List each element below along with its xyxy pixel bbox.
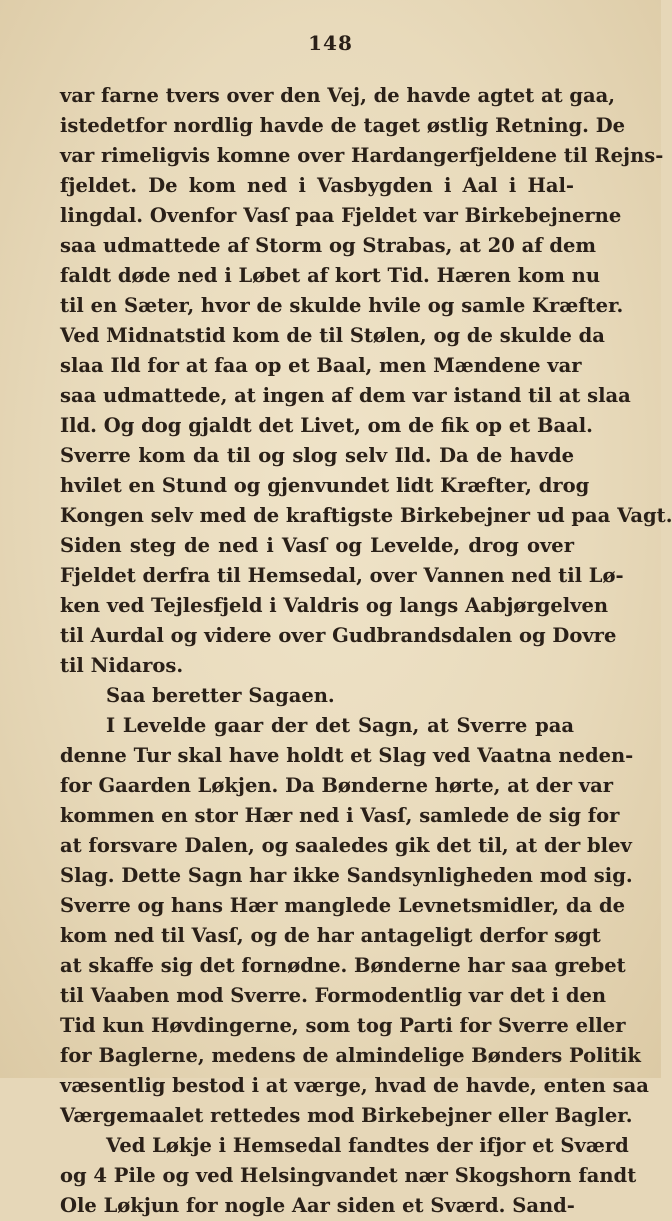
text-line: denne Tur skal have holdt et Slag ved Vaatna neden- <box>60 744 634 767</box>
text-line: Fjeldet derfra til Hemsedal, over Vannen ned til Lø- <box>60 564 624 587</box>
text-line: til en Sæter, hvor de skulde hvile og samle Kræfter. <box>60 294 624 317</box>
text-line: for Baglerne, medens de almindelige Bønders Politik <box>60 1044 641 1067</box>
text-line: til Nidaros. <box>60 654 184 677</box>
text-line: at forsvare Dalen, og saaledes gik det til, at der blev <box>60 834 632 857</box>
text-line: Tid kun Høvdingerne, som tog Parti for Sverre eller <box>60 1014 626 1037</box>
text-line: til Vaaben mod Sverre. Formodentlig var det i den <box>60 984 607 1007</box>
text-line: lingdal. Ovenfor Vasſ paa Fjeldet var Birkebejnerne <box>60 204 622 227</box>
text-line: at skaffe sig det fornødne. Bønderne har saa grebet <box>60 954 626 977</box>
text-line: ken ved Tejlesfjeld i Valdris og langs Aabjørgelven <box>60 594 609 617</box>
text-line: istedetfor nordlig havde de taget østlig Retning. De <box>60 114 626 137</box>
text-line: Ild. Og dog gjaldt det Livet, om de fik op et Baal. <box>60 414 593 437</box>
text-line: Sverre og hans Hær manglede Levnetsmidler, da de <box>60 894 626 917</box>
page-number: 148 <box>308 31 353 55</box>
text-line: Kongen selv med de kraftigste Birkebejner ud paa Vagt. <box>60 504 672 527</box>
text-line: kom ned til Vasſ, og de har antageligt derfor søgt <box>60 924 601 947</box>
text-line: Slag. Dette Sagn har ikke Sandsynligheden mod sig. <box>60 864 633 887</box>
text-line: var rimeligvis komne over Hardangerfjeldene til Rejns- <box>60 144 664 167</box>
body-text <box>60 81 672 1221</box>
text-line: saa udmattede, at ingen af dem var istand til at slaa <box>60 384 631 407</box>
text-line: og 4 Pile og ved Helsingvandet nær Skogshorn fandt <box>60 1164 637 1187</box>
text-line: Saa beretter Sagaen. <box>106 684 335 707</box>
text-line: Værgemaalet rettedes mod Birkebejner eller Bagler. <box>60 1104 633 1127</box>
text-line: saa udmattede af Storm og Strabas, at 20 af dem <box>60 234 597 257</box>
text-line: Ved Midnatstid kom de til Stølen, og de skulde da <box>60 324 605 347</box>
text-line: Sverre kom da til og slog selv Ild. Da de havde <box>60 444 574 467</box>
text-line: slaa Ild for at faa op et Baal, men Mændene var <box>60 354 582 377</box>
text-line: I Levelde gaar der det Sagn, at Sverre paa <box>106 714 574 737</box>
text-line: væsentlig bestod i at værge, hvad de havde, enten saa <box>60 1074 649 1097</box>
text-line: kommen en stor Hær ned i Vasſ, samlede de sig for <box>60 804 620 827</box>
text-line: faldt døde ned i Løbet af kort Tid. Hæren kom nu <box>60 264 601 287</box>
text-line: hvilet en Stund og gjenvundet lidt Kræfter, drog <box>60 474 590 497</box>
text-line: var farne tvers over den Vej, de havde agtet at gaa, <box>60 84 616 107</box>
text-line: Siden steg de ned i Vasſ og Levelde, drog over <box>60 534 574 557</box>
text-line: Ved Løkje i Hemsedal fandtes der ifjor et Sværd <box>106 1134 629 1157</box>
text-line: for Gaarden Løkjen. Da Bønderne hørte, at der var <box>60 774 614 797</box>
text-line: til Aurdal og videre over Gudbrandsdalen og Dovre <box>60 624 617 647</box>
text-line: fjeldet. De kom ned i Vasbygden i Aal i Hal- <box>60 174 574 197</box>
text-line: Ole Løkjun for nogle Aar siden et Sværd. Sand- <box>60 1194 575 1217</box>
